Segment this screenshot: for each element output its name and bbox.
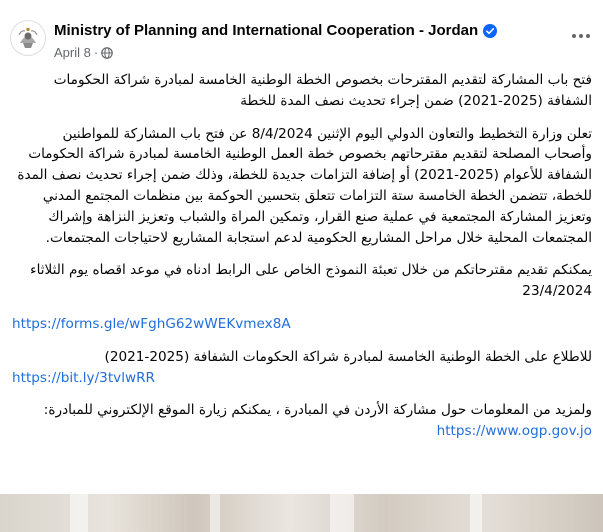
page-name-link[interactable]: [54, 22, 497, 39]
page-name-text[interactable]: Ministry of Planning and International Cooperation - Jordan: [54, 22, 479, 39]
website-link[interactable]: https://www.ogp.gov.jo: [436, 423, 592, 440]
post-body: [12, 70, 592, 442]
post-paragraph: تعلن وزارة التخطيط والتعاون الدولي اليوم الإثنين 8/4/2024 عن فتح باب المشاركة للمواطنين وأصحاب المصلحة لتقديم مقترحاتهم بخصوص خطة العمل الوطنية الخامسة لمبادرة شراكة الحكومات الشفافة للأعوام (2025-2021) أو إضافة التزامات جديدة للخطة، وذلك ضمن إجراء تحديث نصف المدة للخطة، تتضمن الخطة الخامسة ستة التزامات تتعلق بتحسين الحوكمة بين منظمات المجتمع المدني وتعزيز المشاركة المجتمعية في عملية صنع القرار، وتمكين المراة والشباب وتعزيز النزاهة وإشراك المجتمعات المحلية خلال مراحل المشاريع الحكومية لدعم استجابة المشاريع لاحتياجات المجتمعات.: [17, 125, 592, 246]
form-link[interactable]: https://forms.gle/wFghG62wWEKvmex8A: [12, 315, 291, 332]
verified-badge-icon: [483, 24, 497, 38]
post-header: [0, 0, 603, 72]
post-paragraph-text: ولمزيد من المعلومات حول مشاركة الأردن في المبادرة ، يمكنكم زيارة الموقع الإلكتروني للمبادرة:: [43, 402, 592, 419]
post-paragraph: يمكنكم تقديم مقترحاتكم من خلال تعبئة النموذج الخاص على الرابط ادناه في موعد اقصاه يوم الثلاثاء 23/4/2024: [30, 262, 592, 300]
separator-dot: ·: [93, 45, 99, 60]
plan-link[interactable]: https://bit.ly/3tvlwRR: [12, 369, 155, 386]
coat-of-arms-icon: [11, 21, 45, 55]
page-avatar[interactable]: [10, 20, 46, 56]
post-photo[interactable]: [0, 494, 603, 532]
post-meta: [54, 45, 113, 60]
post-paragraph: فتح باب المشاركة لتقديم المقترحات بخصوص الخطة الوطنية الخامسة لمبادرة شراكة الحكومات الشفافة (2025-2021) ضمن إجراء تحديث نصف المدة للخطة: [53, 72, 592, 109]
more-options-icon[interactable]: [566, 24, 596, 48]
post-paragraph: للاطلاع على الخطة الوطنية الخامسة لمبادرة شراكة الحكومات الشفافة (2025-2021): [104, 348, 592, 365]
post-paragraph-with-link: [12, 400, 592, 442]
post-date[interactable]: April 8: [54, 45, 91, 60]
globe-icon[interactable]: [101, 47, 113, 59]
